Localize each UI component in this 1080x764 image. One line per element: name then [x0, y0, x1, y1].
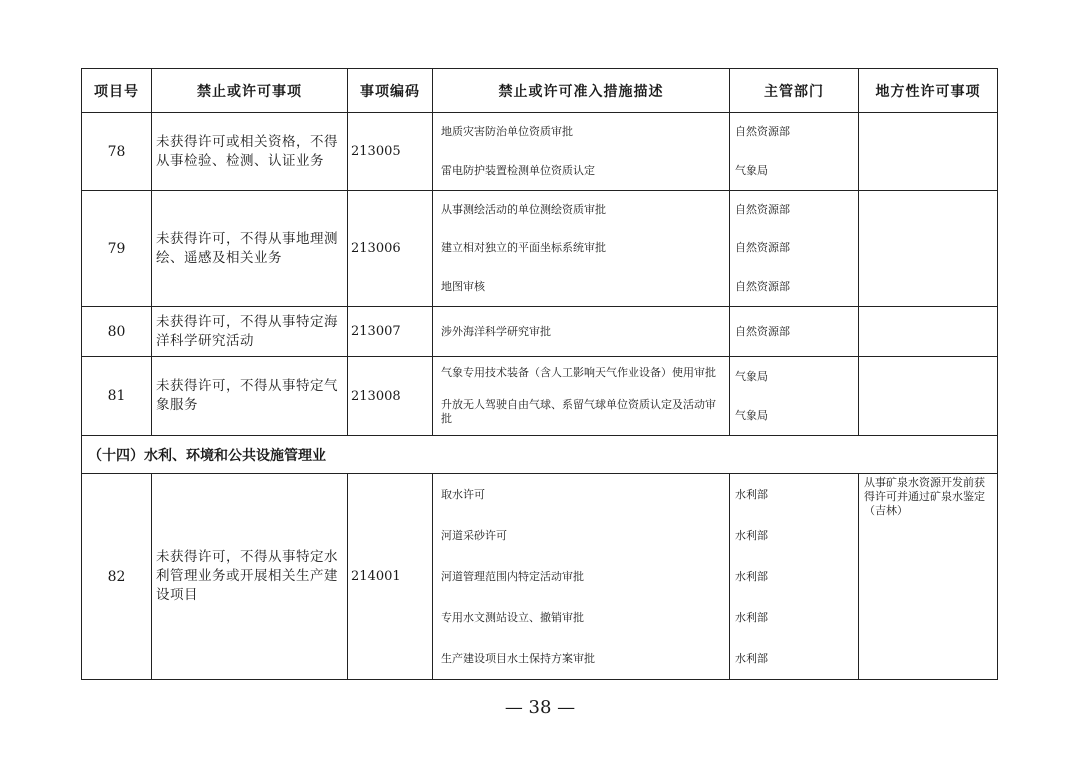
department-cell [730, 113, 859, 191]
matter-text: 未获得许可，不得从事特定气象服务 [152, 357, 348, 436]
description-cell [433, 357, 730, 436]
header-matter: 禁止或许可事项 [152, 69, 348, 113]
header-description: 禁止或许可准入措施描述 [433, 69, 730, 113]
department-cell [730, 474, 859, 680]
header-code: 事项编码 [348, 69, 433, 113]
matter-text: 未获得许可，不得从事特定水利管理业务或开展相关生产建设项目 [152, 474, 348, 680]
department-name: 水利部 [735, 569, 768, 583]
header-department: 主管部门 [730, 69, 859, 113]
local-permit [859, 113, 998, 191]
header-project-number: 项目号 [82, 69, 152, 113]
table-row [82, 474, 998, 680]
description-cell [433, 191, 730, 307]
department-name: 自然资源部 [735, 125, 790, 139]
measure-description: 气象专用技术装备（含人工影响天气作业设备）使用审批 [441, 366, 716, 379]
project-number: 82 [82, 474, 152, 680]
table-header-row [82, 69, 998, 113]
description-cell [433, 474, 730, 680]
department-cell [730, 357, 859, 436]
project-number: 78 [82, 113, 152, 191]
measure-description: 地图审核 [441, 279, 485, 293]
department-name: 水利部 [735, 651, 768, 665]
measure-description: 生产建设项目水土保持方案审批 [441, 651, 595, 665]
project-number: 80 [82, 307, 152, 357]
measure-description: 建立相对独立的平面坐标系统审批 [441, 241, 606, 255]
department-name: 水利部 [735, 610, 768, 624]
department-name: 气象局 [735, 163, 768, 177]
item-code: 213007 [348, 307, 433, 357]
local-permit: 从事矿泉水资源开发前获得许可并通过矿泉水鉴定（吉林） [859, 474, 998, 680]
department-name: 自然资源部 [735, 203, 790, 217]
measure-description: 从事测绘活动的单位测绘资质审批 [441, 203, 606, 217]
permit-table [81, 68, 998, 680]
page-number: — 38 — [504, 697, 576, 718]
item-code: 213008 [348, 357, 433, 436]
measure-description: 河道管理范围内特定活动审批 [441, 569, 584, 583]
project-number: 79 [82, 191, 152, 307]
measure-description: 专用水文测站设立、撤销审批 [441, 610, 584, 624]
measure-description: 雷电防护装置检测单位资质认定 [441, 163, 595, 177]
measure-description: 地质灾害防治单位资质审批 [441, 125, 573, 139]
department-cell [730, 307, 859, 357]
department-cell [730, 191, 859, 307]
item-code: 213005 [348, 113, 433, 191]
item-code: 213006 [348, 191, 433, 307]
department-name: 气象局 [735, 408, 768, 422]
local-permit [859, 191, 998, 307]
measure-description: 取水许可 [441, 487, 485, 501]
header-local-permit: 地方性许可事项 [859, 69, 998, 113]
item-code: 214001 [348, 474, 433, 680]
department-name: 水利部 [735, 487, 768, 501]
table-row [82, 113, 998, 191]
project-number: 81 [82, 357, 152, 436]
local-permit [859, 357, 998, 436]
department-name: 气象局 [735, 369, 768, 383]
description-cell [433, 307, 730, 357]
measure-description: 涉外海洋科学研究审批 [441, 324, 551, 338]
section-row [82, 436, 998, 474]
matter-text: 未获得许可，不得从事地理测绘、遥感及相关业务 [152, 191, 348, 307]
table-row [82, 357, 998, 436]
matter-text: 未获得许可，不得从事特定海洋科学研究活动 [152, 307, 348, 357]
measure-description: 升放无人驾驶自由气球、系留气球单位资质认定及活动审批 [441, 398, 716, 425]
department-name: 自然资源部 [735, 241, 790, 255]
table-row [82, 191, 998, 307]
department-name: 水利部 [735, 528, 768, 542]
table-row [82, 307, 998, 357]
department-name: 自然资源部 [735, 279, 790, 293]
section-title: （十四）水利、环境和公共设施管理业 [82, 436, 998, 474]
matter-text: 未获得许可或相关资格，不得从事检验、检测、认证业务 [152, 113, 348, 191]
measure-description: 河道采砂许可 [441, 528, 507, 542]
description-cell [433, 113, 730, 191]
department-name: 自然资源部 [735, 324, 790, 338]
local-permit [859, 307, 998, 357]
